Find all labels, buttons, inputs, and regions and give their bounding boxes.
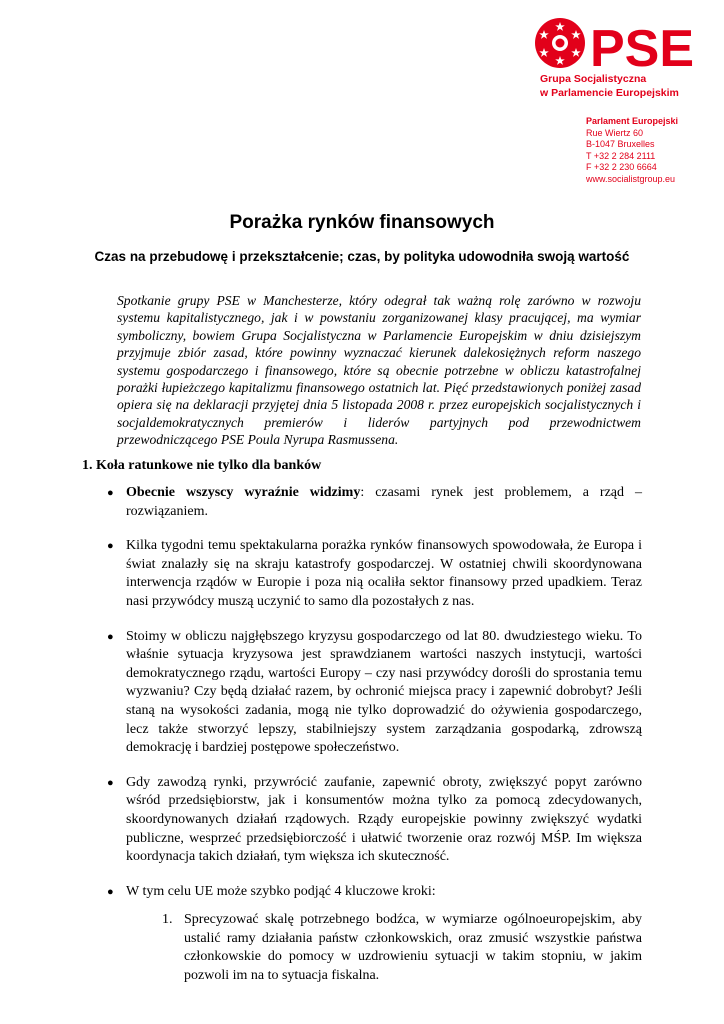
bullet-text: : czasami rynek jest problemem, a rząd – rozwiązaniem. <box>126 485 642 519</box>
bullet-icon: ● <box>107 776 114 789</box>
group-name-line2: w Parlamencie Europejskim <box>540 87 679 99</box>
bullet-text: Kilka tygodni temu spektakularna porażka rynków finansowych spowodowała, że Europa i świat znalazły się na skraju katastrofy gospodarczej. W ostatniej chwili skoordynowana interwencja rządów w Europie i poza nią ocaliła sektor finansowy przed upadkiem. Teraz nasi przywódcy muszą uczynić to samo dla pozostałych z nas. <box>126 538 642 609</box>
bullet-bold-text: Obecnie wszyscy wyraźnie widzimy <box>126 485 361 500</box>
step-number: 1. <box>162 912 173 928</box>
group-name-line1: Grupa Socjalistyczna <box>540 73 647 85</box>
contact-phone: T +32 2 284 2111 <box>586 150 656 161</box>
bullet-list <box>82 484 642 1002</box>
contact-street: Rue Wiertz 60 <box>586 127 644 138</box>
logo-text: PSE <box>590 20 695 78</box>
contact-org: Parlament Europejski <box>586 116 679 126</box>
section-heading: 1. Koła ratunkowe nie tylko dla banków <box>82 458 322 473</box>
bullet-item <box>82 484 642 521</box>
bullet-icon: ● <box>107 540 114 553</box>
contact-block <box>586 116 678 186</box>
bullet-item <box>82 883 642 986</box>
bullet-item <box>82 628 642 758</box>
step-item <box>126 911 642 985</box>
bullet-icon: ● <box>107 630 114 643</box>
group-name <box>540 72 679 100</box>
step-text: Sprecyzować skalę potrzebnego bodźca, w wymiarze ogólnoeuropejskim, aby ustalić ramy działania państw członkowskich, oraz zmusić wszystkie państwa członkowskie do pomocy w uzdrowieniu sytuacji w takim stopniu, w jakim pozwoli im na to sytuacja fiskalna. <box>184 912 642 984</box>
pse-logo <box>532 14 695 78</box>
pse-logo-graphic <box>532 14 695 78</box>
bullet-item <box>82 774 642 867</box>
bullet-icon: ● <box>107 487 114 499</box>
contact-city: B-1047 Bruxelles <box>586 139 655 150</box>
contact-website[interactable]: www.socialistgroup.eu <box>586 173 676 184</box>
bullet-text: Stoimy w obliczu najgłębszego kryzysu gospodarczego od lat 80. dwudziestego wieku. To właśnie sytuacja kryzysowa jest sprawdzianem wartości naszych instytucji, wartości demokratycznego rządu, wartości Europy – czy nasi przywódcy dorośli do sprostania temu wyzwaniu? Czy będą działać razem, by ochronić miejsca pracy i zapewnić dobrobyt? Jeśli staną na wysokości zadania, mogą nie tylko doprowadzić do ożywienia gospodarczego, lecz także stworzyć lepszy, stabilniejszy system zarządzania gospodarką, zdrowszą demokrację i bardziej postępowe społeczeństwo. <box>126 628 642 756</box>
bullet-icon: ● <box>107 885 114 898</box>
document-title: Porażka rynków finansowych <box>229 212 495 233</box>
bullet-text: Gdy zawodzą rynki, przywrócić zaufanie, zapewnić obroty, zwiększyć popyt zarówno wśród przedsiębiorstw, jak i konsumentów można tylko za pomocą zdecydowanych, skoordynowanych działań rządowych. Rządy europejskie powinny zwiększyć wydatki publiczne, wesprzeć przedsiębiorczość i ułatwić tworzenie oraz rozwój MŚP. Im większa koordynacja takich działań, tym większa ich skuteczność. <box>126 774 642 865</box>
intro-paragraph: Spotkanie grupy PSE w Manchesterze, który odegrał tak ważną rolę zarówno w rozwoju systemu kapitalistycznego, jak i w powstaniu zorganizowanej klasy pracującej, ma wymiar symboliczny, bowiem Grupa Socjalistyczna w Parlamencie Europejskim w dniu dzisiejszym przyjmuje zbiór zasad, które powinny wyznaczać kierunek dalekosiężnych reform naszego systemu gospodarczego i finansowego, które są obecnie potrzebne w obliczu katastrofalnej porażki łupieżczego kapitalizmu finansowego ostatnich lat. Pięć przedstawionych poniżej zasad opiera się na deklaracji przyjętej dnia 5 listopada 2008 r. przez europejskich socjalistycznych i socjaldemokratycznych premierów i liderów partyjnych pod przewodnictwem przewodniczącego PSE Poula Nyrupa Rasmussena. <box>117 293 641 448</box>
steps-list <box>126 911 642 985</box>
bullet-item <box>82 537 642 611</box>
contact-fax: F +32 2 230 6664 <box>586 162 657 173</box>
document-subtitle: Czas na przebudowę i przekształcenie; czas, by polityka udowodniła swoją wartość <box>94 249 630 264</box>
bullet-text: W tym celu UE może szybko podjąć 4 kluczowe kroki: <box>126 883 436 899</box>
